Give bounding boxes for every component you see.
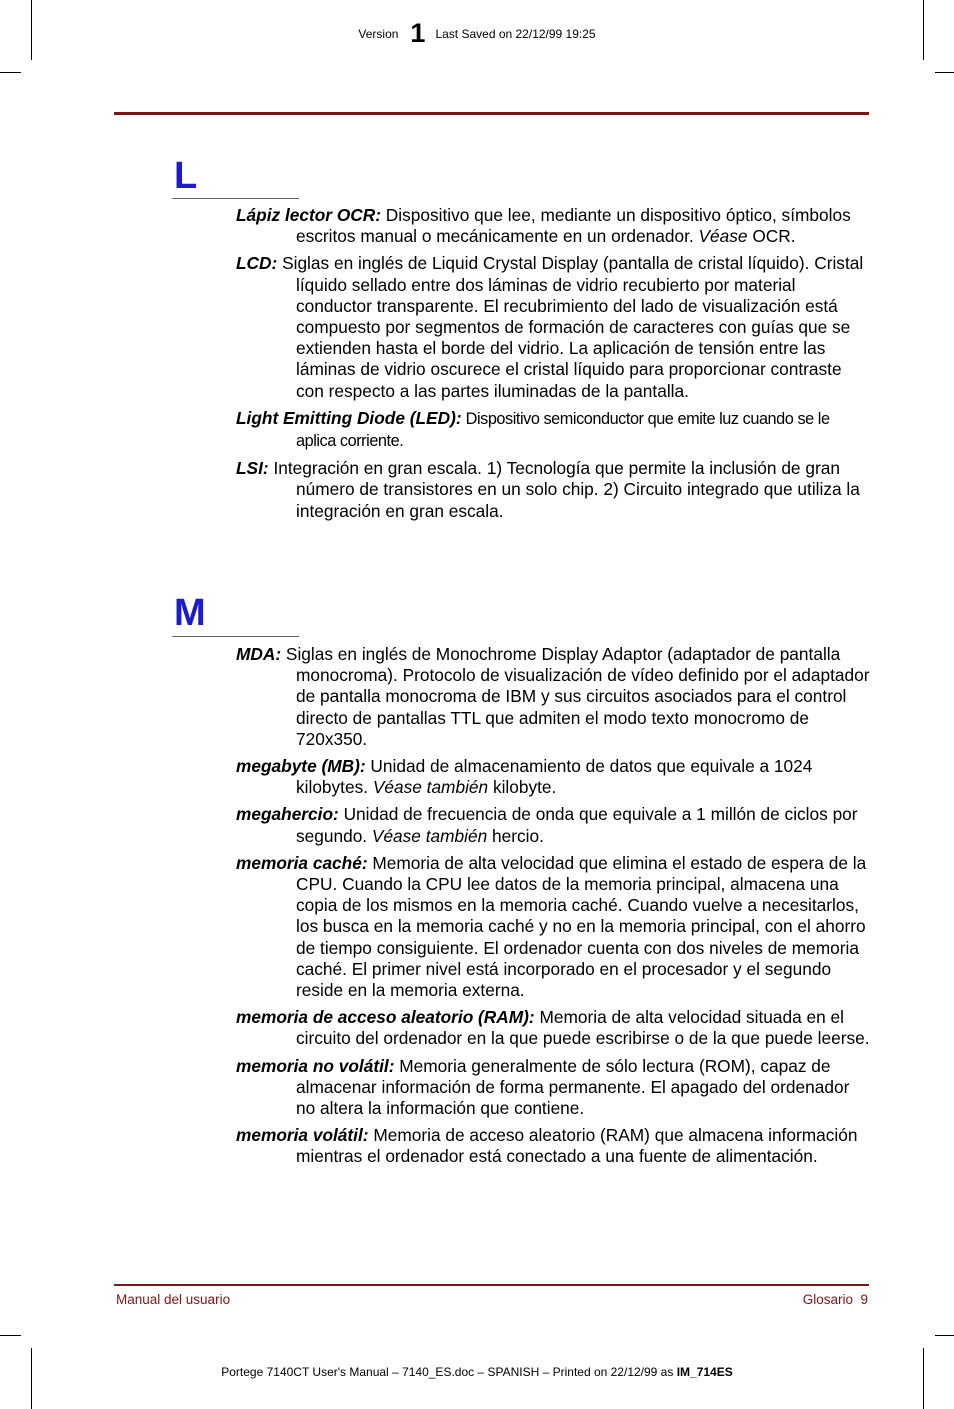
glossary-entry [236,1056,872,1120]
print-info-text: Portege 7140CT User's Manual – 7140_ES.doc – SPANISH – Printed on 22/12/99 as [221,1365,677,1379]
glossary-term: memoria de acceso aleatorio (RAM): [236,1007,535,1028]
glossary-definition: Dispositivo semiconductor que emite luz cuando se le aplica corriente. [296,409,830,451]
header-rule [114,112,869,115]
glossary-term: Lápiz lector OCR: [236,205,381,225]
print-info [0,1365,954,1379]
glossary-entry [236,1125,872,1167]
glossary-term: megabyte (MB): [236,756,366,777]
glossary-definition: Unidad de almacenamiento de datos que equivale a 1024 kilobytes. [296,756,813,798]
version-number: 1 [410,18,426,48]
cross-reference: Véase también [372,777,489,798]
glossary-term: LCD: [236,253,278,274]
crop-mark [0,72,21,73]
glossary-definition: Memoria de alta velocidad situada en el circuito del ordenador en la que puede escribirse o de la que puede leerse. [296,1007,870,1049]
section-rule [172,198,299,199]
glossary-definition: Dispositivo que lee, mediante un dispositivo óptico, símbolos escritos manual o mecánicamente en un ordenador. [296,205,851,247]
crop-mark [0,1335,21,1336]
cross-reference: Véase [698,226,748,247]
glossary-entry [236,1007,872,1049]
glossary-definition: Memoria de acceso aleatorio (RAM) que almacena información mientras el ordenador está conectado a una fuente de alimentación. [296,1125,858,1167]
footer-page-number: Glosario 9 [802,1292,868,1307]
glossary-term: memoria volátil: [236,1125,369,1146]
cross-reference: Véase también [371,825,488,846]
cross-reference-target: hercio. [487,825,544,846]
print-info-code: IM_714ES [676,1365,733,1379]
glossary-definition: Siglas en inglés de Monochrome Display Adaptor (adaptador de pantalla monocroma). Protocolo de visualización de vídeo definido por el adaptador de pantalla monocroma de IBM y sus circuitos asociados para el control directo de pantallas TTL que admiten el modo texto monocromo de 720x350. [281,644,870,749]
glossary-entry [236,804,872,846]
crop-mark [935,72,954,73]
glossary-term: MDA: [236,644,282,664]
version-header [0,18,954,49]
crop-mark [935,1335,954,1336]
last-saved: Last Saved on 22/12/99 19:25 [435,27,596,41]
section-letter-m: M [174,592,206,634]
glossary-entry [236,853,872,1001]
glossary-list-l [236,205,872,528]
glossary-entry [236,756,872,798]
version-label: Version [358,27,399,41]
glossary-term: Light Emitting Diode (LED): [236,407,462,428]
glossary-list-m [236,644,872,1174]
glossary-entry [236,205,872,247]
footer-rule [114,1284,869,1286]
section-rule [172,636,299,637]
glossary-definition: Integración en gran escala. 1) Tecnología que permite la inclusión de gran número de transistores en un solo chip. 2) Circuito integrado que utiliza la integración en gran escala. [268,458,860,521]
glossary-term: memoria no volátil: [236,1055,395,1076]
glossary-definition: Memoria generalmente de sólo lectura (ROM), capaz de almacenar información de forma permanente. El apagado del ordenador no altera la información que contiene. [296,1055,850,1119]
glossary-term: LSI: [236,458,269,479]
glossary-term: megahercio: [236,804,339,825]
footer-manual-title: Manual del usuario [116,1292,231,1307]
glossary-entry [236,408,872,452]
glossary-term: memoria caché: [236,852,368,873]
glossary-definition: Unidad de frecuencia de onda que equivale a 1 millón de ciclos por segundo. [296,804,858,846]
cross-reference-target: OCR. [747,226,796,247]
glossary-definition: Memoria de alta velocidad que elimina el estado de espera de la CPU. Cuando la CPU lee datos de la memoria principal, almacena una copia de los mismos en la memoria caché. Cuando vuelve a necesitarlos, los busca en la memoria caché y no en la memoria principal, con el ahorro de tiempo consiguiente. El ordenador cuenta con dos niveles de memoria caché. El primer nivel está incorporado en el procesador y el segundo reside en la memoria externa. [296,852,867,1001]
glossary-entry [236,458,872,522]
glossary-entry [236,644,872,750]
cross-reference-target: kilobyte. [488,777,557,798]
glossary-entry [236,253,872,401]
glossary-definition: Siglas en inglés de Liquid Crystal Display (pantalla de cristal líquido). Cristal líquido sellado entre dos láminas de vidrio recubierto por material conductor transparente. El recubrimiento del lado de visualización está compuesto por segmentos de formación de caracteres con guías que se extienden hasta el borde del vidrio. La aplicación de tensión entre las láminas de vidrio oscurece el cristal líquido para proporcionar contraste con respecto a las partes iluminadas de la pantalla. [277,253,864,401]
section-letter-l: L [174,155,198,197]
